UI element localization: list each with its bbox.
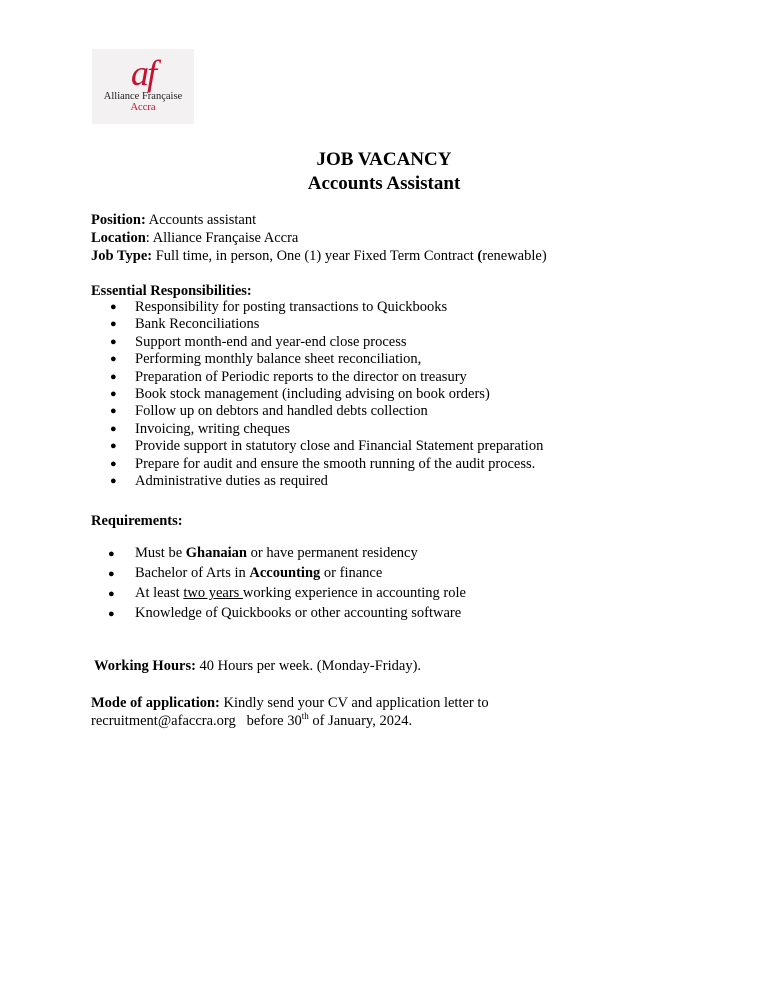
- jobtype-line: [91, 247, 547, 265]
- req-bold: Accounting: [249, 565, 321, 581]
- req-text: or finance: [320, 565, 383, 581]
- list-item: ● Responsibility for posting transactions to Quickbooks: [135, 299, 543, 316]
- position-line: [91, 211, 256, 229]
- hours-value: 40 Hours per week. (Monday-Friday).: [195, 658, 422, 674]
- logo-city: Accra: [130, 102, 156, 113]
- responsibilities-list: [135, 299, 543, 490]
- list-item: [135, 563, 466, 583]
- responsibilities-heading: Essential Responsibilities:: [91, 283, 252, 299]
- position-value: Accounts assistant: [145, 212, 257, 228]
- list-item: ● Knowledge of Quickbooks or other accounting software: [135, 603, 466, 623]
- list-item: [135, 583, 466, 603]
- logo-mark: af: [130, 53, 155, 93]
- jobtype-value: Full time, in person, One (1) year Fixed Term Contract: [152, 248, 478, 264]
- list-item: [135, 543, 466, 563]
- jobtype-tail: renewable): [482, 248, 547, 264]
- logo-name: Alliance Française: [103, 91, 183, 102]
- position-label: Position:: [91, 212, 146, 228]
- page-title: JOB VACANCY: [316, 149, 452, 170]
- list-item: ● Bank Reconciliations: [135, 316, 543, 333]
- application-value: Kindly send your CV and application letter to: [219, 695, 489, 711]
- requirements-heading: Requirements:: [91, 513, 183, 529]
- req-text: Must be: [135, 545, 186, 561]
- list-item: ● Book stock management (including advising on book orders): [135, 386, 543, 403]
- list-item: ● Follow up on debtors and handled debts collection: [135, 403, 543, 420]
- requirements-list: [135, 543, 466, 623]
- application-label: Mode of application:: [91, 695, 220, 711]
- application-line-2: [91, 712, 412, 730]
- req-text: At least: [135, 585, 184, 601]
- list-item: ● Invoicing, writing cheques: [135, 421, 543, 438]
- location-label: Location: [91, 230, 146, 246]
- working-hours-line: [94, 657, 421, 675]
- application-line: [91, 694, 489, 712]
- req-bold: Ghanaian: [185, 545, 247, 561]
- req-text: or have permanent residency: [247, 545, 418, 561]
- req-text: working experience in accounting role: [242, 585, 466, 601]
- req-underline: two years: [183, 585, 243, 601]
- list-item: ● Support month-end and year-end close process: [135, 334, 543, 351]
- jobtype-paren: (: [477, 248, 483, 264]
- hours-label: Working Hours:: [94, 658, 196, 674]
- req-text: Bachelor of Arts in: [135, 565, 250, 581]
- page-subtitle: Accounts Assistant: [307, 173, 461, 194]
- list-item: ● Preparation of Periodic reports to the director on treasury: [135, 369, 543, 386]
- application-before: before 30: [235, 713, 302, 729]
- application-email[interactable]: recruitment@afaccra.org: [91, 713, 236, 729]
- application-sup: th: [301, 711, 309, 722]
- list-item: ● Prepare for audit and ensure the smooth running of the audit process.: [135, 456, 543, 473]
- jobtype-label: Job Type:: [91, 248, 153, 264]
- location-value: : Alliance Française Accra: [145, 230, 299, 246]
- list-item: ● Provide support in statutory close and Financial Statement preparation: [135, 438, 543, 455]
- alliance-francaise-logo: [92, 49, 194, 124]
- application-after: of January, 2024.: [308, 713, 413, 729]
- location-line: [91, 229, 298, 247]
- list-item: ● Administrative duties as required: [135, 473, 543, 490]
- list-item: ● Performing monthly balance sheet reconciliation,: [135, 351, 543, 368]
